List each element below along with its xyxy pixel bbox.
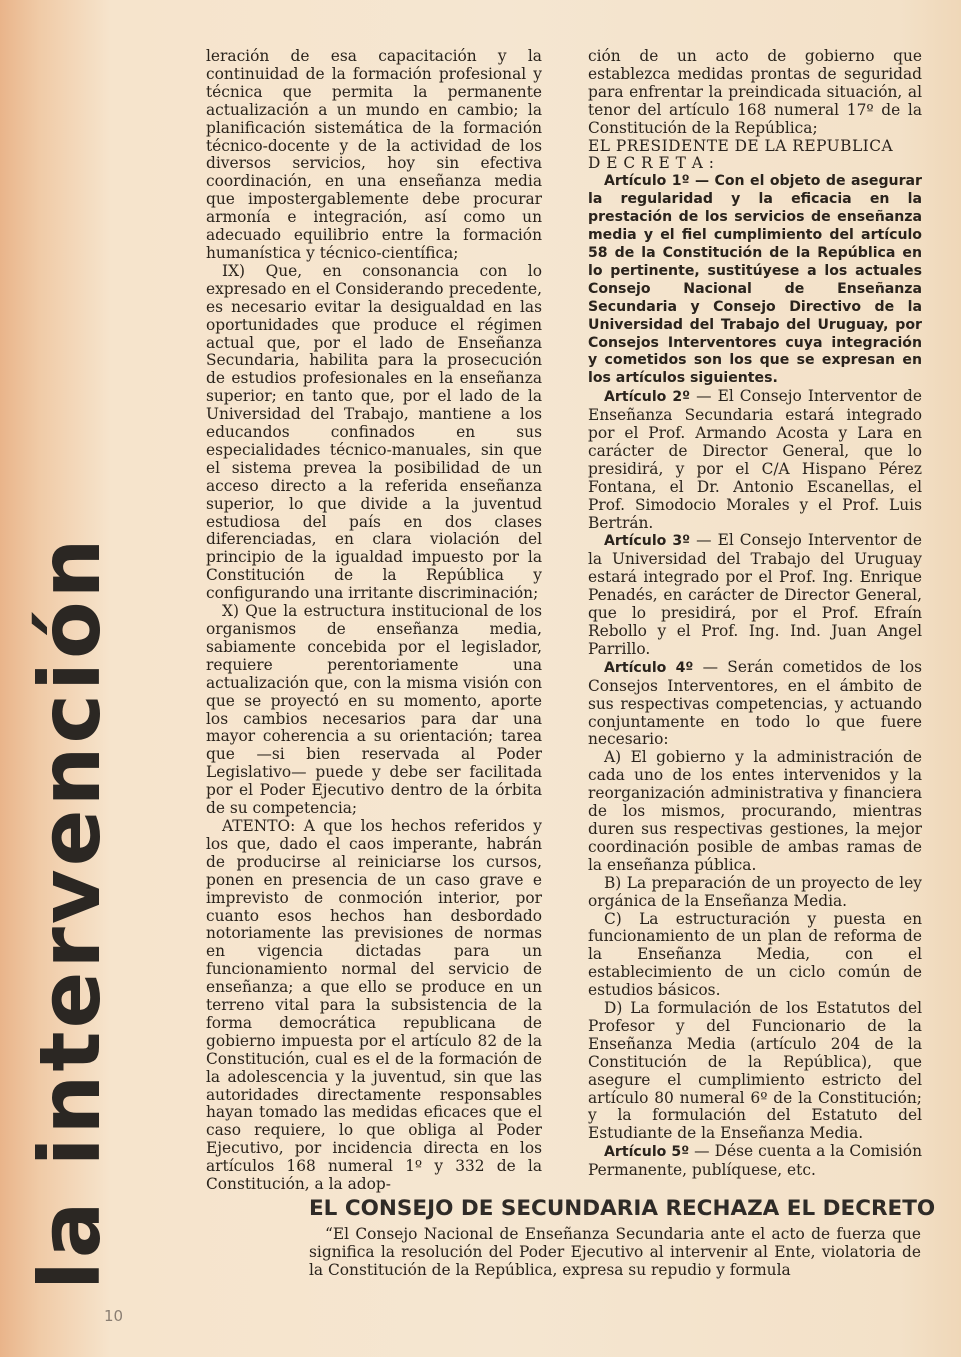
article-2 xyxy=(588,388,922,532)
paragraph-atento: ATENTO: A que los hechos referidos y los que, dado el caos imperante, habrán de producirse al reiniciarse los cursos, ponen en presencia de un caso grave e imprevisto de conmoción interior, por cuanto esos hechos han desbordado notoriamente las previsiones de normas en vigencia dictadas para un funcionamiento normal del servicio de enseñanza; a que ello se produce en un terreno vital para la subsistencia de la forma democrática republicana de gobierno impuesta por el artículo 82 de la Constitución, cual es el de la formación de la adolescencia y la juventud, sin que las autoridades directamente responsables hayan tomado las medidas eficaces que el caso requiere, lo que obliga al Poder Ejecutivo, por incidencia directa en los artículos 168 numeral 1º y 332 de la Constitución, a la adop- xyxy=(206,816,542,1194)
page-number: 10 xyxy=(104,1307,124,1325)
article-4-item-c: C) La estructuración y puesta en funcionamiento de un plan de reforma de la Enseñanza Media, con el establecimiento de un ciclo común de estudios básicos. xyxy=(588,909,922,1000)
article-4-item-d: D) La formulación de los Estatutos del Profesor y del Funcionario de la Enseñanza Media (artículo 204 de la Constitución de la República), que asegure el cumplimiento estricto del artículo 80 numeral 6º de la Constitución; y la formulación del Estatuto del Estudiante de la Enseñanza Media. xyxy=(588,999,922,1143)
article-4-text: — Serán cometidos de los Consejos Interventores, en el ámbito de sus respectivas competencias, y actuando conjuntamente en todo lo que fuere necesario: xyxy=(588,657,922,749)
article-4-item-a: A) El gobierno y la administración de cada uno de los entes intervenidos y la reorganización administrativa y financiera de los mismos, procurando, mientras duren sus respectivas gestiones, la mejor coordinación posible de ambas ramas de la enseñanza pública. xyxy=(588,748,922,874)
article-3-label: Artículo 3º xyxy=(604,533,691,550)
article-2-text: — El Consejo Interventor de Enseñanza Secundaria estará integrado por el Prof. Armando Acosta y Lara en carácter de Director General, que lo presidirá, y por el C/A Hispano Pérez Fontana, el Dr. Antonio Escanellas, el Prof. Simodocio Morales y el Prof. Luis Bertrán. xyxy=(588,387,922,532)
article-3-text: — El Consejo Interventor de la Universidad del Trabajo del Uruguay estará integrado por el Prof. Ing. Enrique Penadés, en carácter de Director General, que lo presidirá, por el Prof. Efraín Rebollo y el Prof. Ing. Ind. Juan Angel Parrillo. xyxy=(588,531,922,658)
article-1: Artículo 1º — Con el objeto de asegurar la regularidad y la eficacia en la prestación de los servicios de enseñanza media y el fiel cumplimiento del artículo 58 de la Constitución de la República en lo pertinente, sustitúyese a los actuales Consejo Nacional de Enseñanza Secundaria y Consejo Directivo de la Universidad del Trabajo del Uruguay, por Consejos Interventores cuya integración y cometidos son los que se expresan en los artículos siguientes. xyxy=(588,173,922,387)
paragraph-continuation: leración de esa capacitación y la continuidad de la formación profesional y técnica que permita la permanente actualización a un mundo en cambio; la planificación sistemática de la formación técnico-docente y de la actividad de los diversos servicios, hoy sin efectiva coordinación, en una enseñanza media que impostergablemente debe procurar armonía e integración, así como un adecuado equilibrio entre la formación humanística y técnico-científica; xyxy=(206,47,542,262)
section-body-text: “El Consejo Nacional de Enseñanza Secundaria ante el acto de fuerza que significa la resolución del Poder Ejecutivo al intervenir al Ente, violatoria de la Constitución de la República, expresa su repudio y formula xyxy=(309,1225,921,1279)
article-4-item-b: B) La preparación de un proyecto de ley orgánica de la Enseñanza Media. xyxy=(588,873,922,910)
article-5 xyxy=(588,1143,922,1180)
decree-heading-president: EL PRESIDENTE DE LA REPUBLICA xyxy=(588,136,894,155)
article-4-label: Artículo 4º xyxy=(604,659,694,676)
paragraph-intro: ción de un acto de gobierno que establezca medidas prontas de seguridad para enfrentar la preindicada situación, al tenor del artículo 168 numeral 17º de la Constitución de la República; xyxy=(588,47,922,137)
vertical-section-title: la intervención xyxy=(21,535,119,1290)
article-5-text: — Dése cuenta a la Comisión Permanente, publíquese, etc. xyxy=(588,1142,922,1180)
left-text-column xyxy=(206,48,542,1194)
article-2-label: Artículo 2º xyxy=(604,389,691,406)
article-4 xyxy=(588,659,922,750)
article-3 xyxy=(588,532,922,658)
section-headline: EL CONSEJO DE SECUNDARIA RECHAZA EL DECRETO xyxy=(309,1196,936,1221)
right-text-column xyxy=(588,48,922,1180)
article-5-label: Artículo 5º xyxy=(604,1144,690,1161)
paragraph-considerando-ix: IX) Que, en consonancia con lo expresado en el Considerando precedente, es necesario evitar la desigualdad en las oportunidades que produce el régimen actual que, por el lado de Enseñanza Secundaria, habilita para la prosecución de estudios profesionales en la enseñanza superior; en tanto que, por el lado de la Universidad del Trabajo, mantiene a los educandos confinados en sus especialidades técnico-manuales, sin que el sistema prevea la posibilidad de un acceso directo a la referida enseñanza superior, lo que divide a la juventud estudiosa del país en dos clases diferenciadas, en clara violación del principio de la igualdad impuesto por la Constitución de la República y configurando una irritante discriminación; xyxy=(206,261,542,603)
paragraph-considerando-x: X) Que la estructura institucional de los organismos de enseñanza media, sabiamente concebida por el legislador, requiere perentoriamente una actualización que, con la misma visión con que se proyectó en su momento, aporte los cambios necesarios para dar una mayor coherencia a su orientación; tarea que —si bien reservada al Poder Legislativo— puede y debe ser facilitada por el Poder Ejecutivo dentro de la órbita de su competencia; xyxy=(206,602,542,818)
decree-heading-decreta: D E C R E T A : xyxy=(588,154,715,173)
